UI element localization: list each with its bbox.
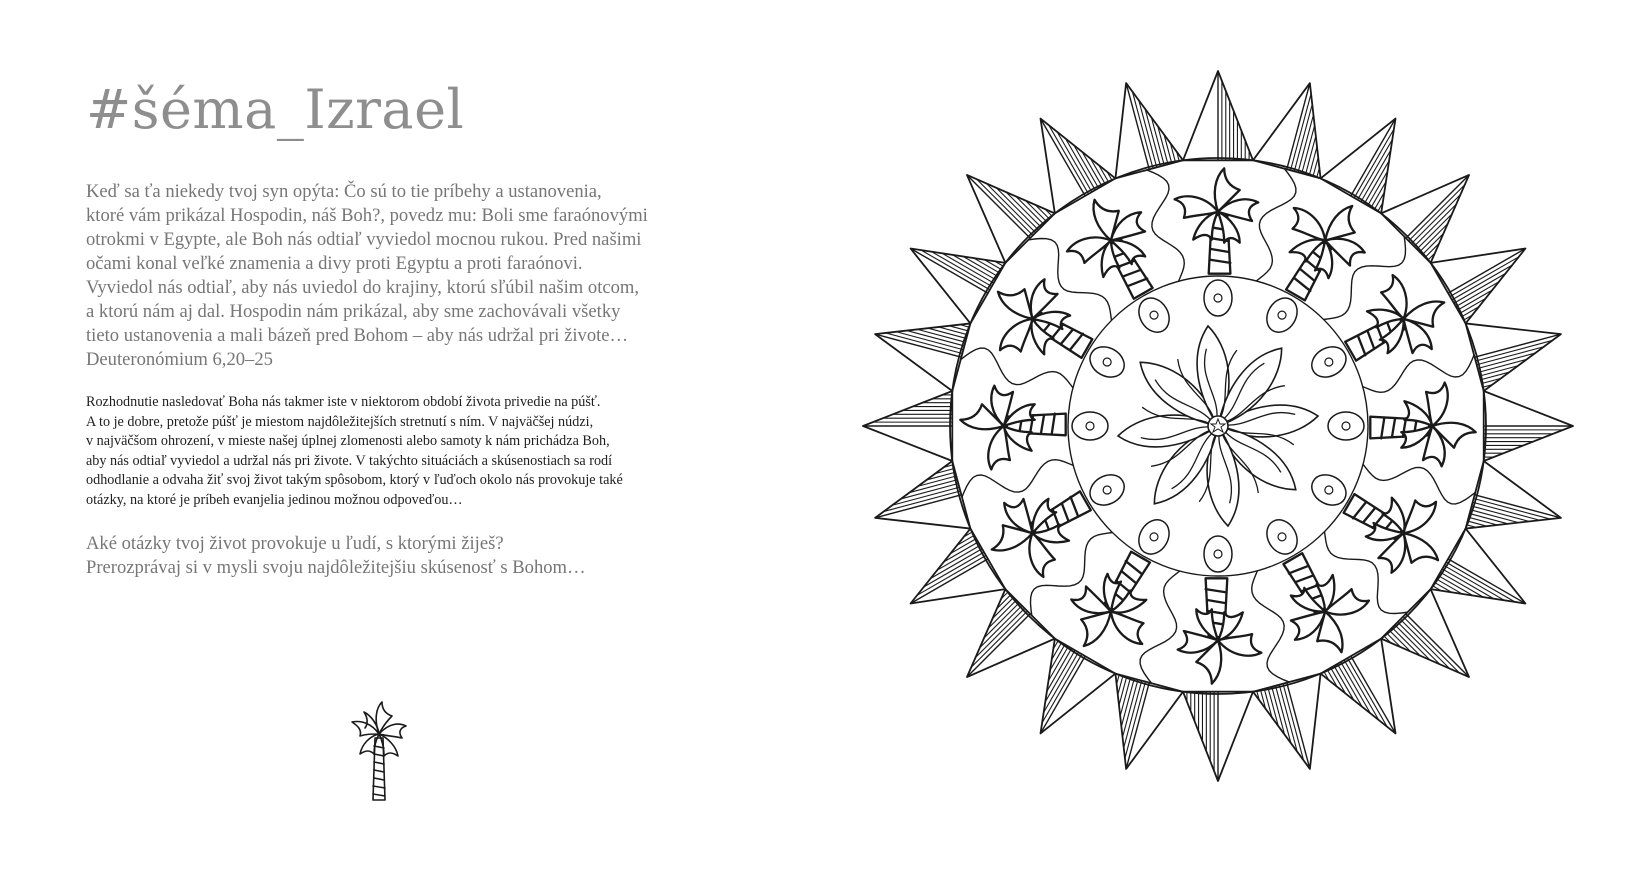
palm-tree-icon — [1178, 578, 1262, 683]
quote-line: tieto ustanovenia a mali bázeň pred Bohom – aby nás udržal pri živote… — [86, 325, 629, 346]
pyramid-shape — [1431, 529, 1526, 604]
quote-line: Vyviedol nás odtiaľ, aby nás uviedol do krajiny, ktorú sľúbil našim otcom, — [86, 277, 640, 298]
question-line: Aké otázky tvoj život provokuje u ľudí, s ktorými žiješ? — [86, 533, 504, 554]
question-line: Prerozprávaj si v mysli svoju najdôležitejšiu skúsenosť s Bohom… — [86, 557, 586, 578]
paragraph-line: A to je dobre, pretože púšť je miestom najdôležitejších stretnutí s ním. V najväčšej núdzi, — [86, 413, 594, 430]
paragraph-line: Rozhodnutie nasledovať Boha nás takmer iste v niektorom období života privedie na púšť. — [86, 394, 601, 410]
scripture-reference: Deuteronómium 6,20–25 — [86, 349, 273, 370]
reflection-questions — [86, 532, 726, 580]
pyramid-shape — [863, 391, 952, 461]
mandala-illustration — [858, 66, 1578, 786]
pyramid-shape — [1381, 589, 1469, 677]
pyramid-shape — [1041, 119, 1116, 214]
quote-line: otrokmi v Egypte, ale Boh nás odtiaľ vyviedol mocnou rukou. Pred našimi — [86, 229, 642, 250]
paragraph-line: aby nás odtiaľ vyviedol a udržal nás pri živote. V takýchto situáciách a skúsenostiach sa rodí — [86, 452, 613, 469]
pyramid-shape — [1431, 249, 1526, 324]
paragraph-line: otázky, na ktoré je príbeh evanjelia jedinou možnou odpoveďou… — [86, 491, 463, 508]
pyramid-shape — [967, 589, 1055, 677]
quote-line: očami konal veľké znamenia a divy proti Egyptu a proti faraónovi. — [86, 253, 583, 274]
scripture-quote — [86, 180, 726, 372]
pyramid-shape — [1466, 461, 1561, 529]
pyramid-shape — [1253, 674, 1321, 769]
pyramid-shape — [1115, 674, 1183, 769]
palm-tree-icon — [1175, 168, 1259, 273]
quote-line: a ktorú nám aj dal. Hospodin nám prikázal, aby sme zachovávali všetky — [86, 301, 621, 322]
pyramid-shape — [1321, 119, 1396, 214]
pyramid-shape — [1253, 83, 1321, 178]
pyramid-shape — [1321, 639, 1396, 734]
pyramid-shape — [1183, 71, 1253, 160]
page-title: #šéma_Izrael — [86, 78, 465, 141]
paragraph-line: v najväčšom ohrození, v mieste našej úplnej zlomenosti alebo samoty k nám prichádza Boh, — [86, 433, 610, 449]
pyramid-shape — [1115, 83, 1183, 178]
quote-line: ktoré vám prikázal Hospodin, náš Boh?, povedz mu: Boli sme faraónovými — [86, 205, 648, 226]
pyramid-shape — [1041, 639, 1116, 734]
pyramid-shape — [967, 175, 1055, 263]
palm-tree-icon — [348, 700, 410, 804]
pyramid-shape — [1381, 175, 1469, 263]
pyramid-shape — [1183, 692, 1253, 781]
quote-line: Keď sa ťa niekedy tvoj syn opýta: Čo sú to tie príbehy a ustanovenia, — [86, 181, 602, 202]
pyramid-shape — [911, 249, 1006, 324]
pyramid-shape — [911, 529, 1006, 604]
pyramid-shape — [875, 461, 970, 529]
palm-tree-icon — [960, 386, 1065, 470]
palm-tree-icon — [1370, 383, 1475, 467]
pyramid-shape — [1484, 391, 1573, 461]
reflection-paragraph — [86, 393, 726, 510]
paragraph-line: odhodlanie a odvaha žiť svoj život takým spôsobom, ktorý v ľuďoch okolo nás provokuje také — [86, 472, 623, 488]
pyramid-shape — [875, 323, 970, 391]
pyramid-shape — [1466, 323, 1561, 391]
